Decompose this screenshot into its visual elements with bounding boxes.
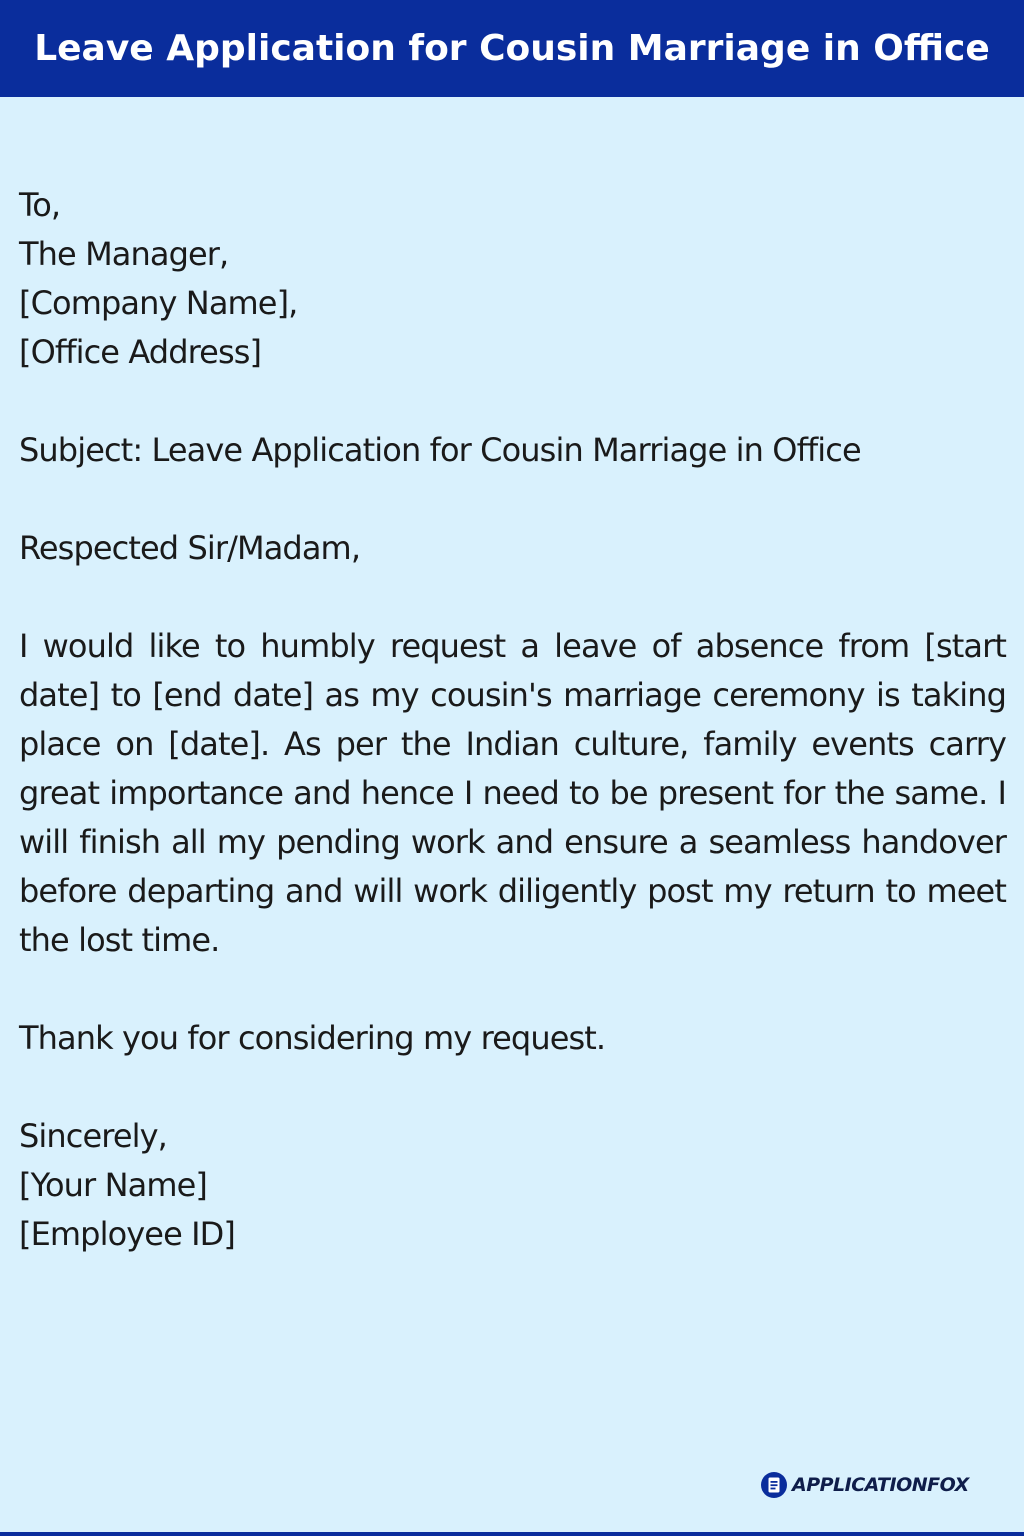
footer-bar [0, 1532, 1024, 1536]
header-banner [0, 0, 1024, 97]
subject-line: Subject: Leave Application for Cousin Marriage in Office [19, 431, 861, 469]
body-paragraph: I would like to humbly request a leave of absence from [start date] to [end date] as my cousin's marriage ceremony is taking place on [date]. As per the Indian culture, family events carry great importance and hence I need to be present for the same. I will finish all my pending work and ensure a seamless handover before departing and will work diligently post my return to meet the lost time. [19, 627, 1006, 959]
document-icon [760, 1471, 788, 1499]
salutation: Respected Sir/Madam, [19, 529, 361, 567]
page-title: Leave Application for Cousin Marriage in Office [34, 28, 990, 69]
address-line-company: [Company Name], [19, 284, 298, 322]
signature-name: [Your Name] [19, 1166, 207, 1204]
address-line-to: To, [19, 186, 61, 224]
letter-body [19, 181, 1006, 1259]
brand-name: APPLICATIONFOX [792, 1474, 969, 1496]
thanks-line: Thank you for considering my request. [19, 1019, 606, 1057]
address-line-office: [Office Address] [19, 333, 262, 371]
closing-line: Sincerely, [19, 1117, 167, 1155]
address-line-recipient: The Manager, [19, 235, 229, 273]
signature-employee-id: [Employee ID] [19, 1215, 236, 1253]
brand-logo [760, 1471, 969, 1499]
